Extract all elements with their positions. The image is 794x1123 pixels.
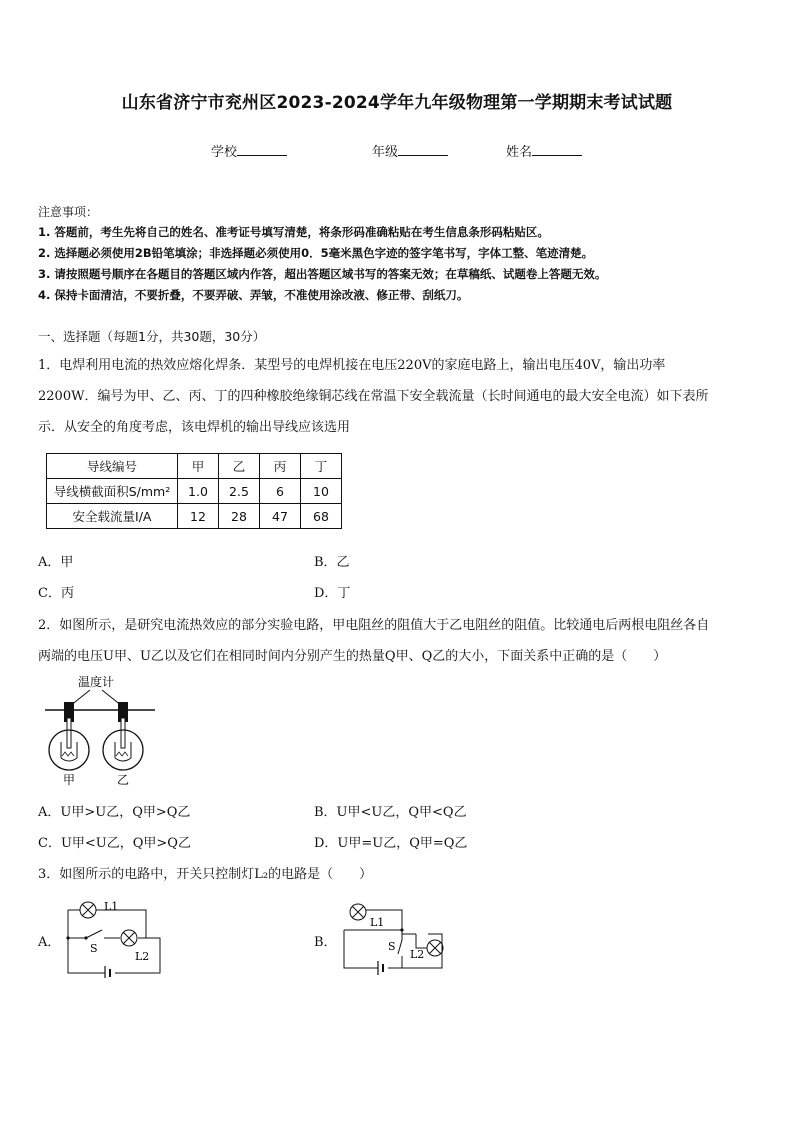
table-cell: 乙 [219,454,260,479]
thermometer-label: 温度计 [78,675,115,689]
notice-item: 3. 请按照题号顺序在各题目的答题区域内作答，超出答题区域书写的答案无效；在草稿纸、试题卷上答题无效。 [38,267,607,281]
name-blank[interactable] [532,143,582,156]
q2-option-b[interactable]: B．U甲<U乙，Q甲<Q乙 [314,805,467,820]
q2-line: 两端的电压U甲、U乙以及它们在相同时间内分别产生的热量Q甲、Q乙的大小，下面关系中正确的是（ ） [38,649,667,664]
q2-option-a[interactable]: A．U甲>U乙，Q甲>Q乙 [38,805,191,820]
q1-line: 示．从安全的角度考虑，该电焊机的输出导线应该选用 [38,420,351,435]
q3-circuit-a [60,898,170,978]
table-cell: 6 [260,479,301,504]
switch-s-label: S [388,940,396,953]
table-cell: 10 [301,479,342,504]
q2-option-c[interactable]: C．U甲<U乙，Q甲>Q乙 [38,836,191,851]
table-row [47,479,342,504]
school-label: 学校 [211,145,238,160]
q2-line: 2．如图所示，是研究电流热效应的部分实验电路，甲电阻丝的阻值大于乙电阻丝的阻值。比较通电后两根电阻丝各自 [38,618,710,633]
grade-field [372,141,448,160]
table-cell: 28 [219,504,260,529]
q2-option-d[interactable]: D．U甲=U乙，Q甲=Q乙 [314,836,468,851]
table-cell: 甲 [178,454,219,479]
table-row [47,504,342,529]
table-cell: 68 [301,504,342,529]
table-row [47,454,342,479]
q3-option-a[interactable]: A． [38,935,61,950]
table-cell: 47 [260,504,301,529]
switch-s-label: S [90,942,98,955]
q1-option-b[interactable]: B．乙 [314,555,350,570]
flask-right [103,702,143,770]
q3-option-b[interactable]: B． [314,935,337,950]
notice-item: 2. 选择题必须使用2B铅笔填涂；非选择题必须使用0．5毫米黑色字迹的签字笔书写，字体工整、笔迹清楚。 [38,246,594,260]
table-cell: 安全载流量I/A [47,504,178,529]
grade-blank[interactable] [398,143,448,156]
page-title: 山东省济宁市兖州区2023-2024学年九年级物理第一学期期末考试试题 [121,93,673,113]
q1-option-d[interactable]: D．丁 [314,586,351,601]
table-cell: 丙 [260,454,301,479]
table-cell: 2.5 [219,479,260,504]
name-field [506,141,582,160]
section-heading: 一、选择题（每题1分，共30题，30分） [38,329,266,344]
q1-line: 2200W．编号为甲、乙、丙、丁的四种橡胶绝缘铜芯线在常温下安全载流量（长时间通电的最大安全电流）如下表所 [38,389,709,404]
flask-left-label: 甲 [63,773,76,787]
q2-figure [40,672,160,788]
lamp-l2-label: L2 [410,948,425,961]
q1-option-c[interactable]: C．丙 [38,586,74,601]
table-cell: 1.0 [178,479,219,504]
q1-option-a[interactable]: A．甲 [38,555,74,570]
notice-item: 4. 保持卡面清洁，不要折叠，不要弄破、弄皱，不准使用涂改液、修正带、刮纸刀。 [38,288,469,302]
name-label: 姓名 [506,145,533,160]
lamp-l1-label: L1 [370,916,385,929]
school-field [211,141,287,160]
grade-label: 年级 [372,145,399,160]
lamp-l2-label: L2 [135,950,150,963]
table-cell: 导线横截面积S/mm² [47,479,178,504]
notice-heading: 注意事项： [38,205,99,219]
table-cell: 导线编号 [47,454,178,479]
wire-table [46,453,342,529]
flask-right-label: 乙 [117,773,130,787]
q3-circuit-b [336,900,448,976]
table-cell: 12 [178,504,219,529]
table-cell: 丁 [301,454,342,479]
q1-line: 1．电焊利用电流的热效应熔化焊条．某型号的电焊机接在电压220V的家庭电路上，输出电压40V，输出功率 [38,358,666,373]
flask-left [49,702,89,770]
q3-line: 3．如图所示的电路中，开关只控制灯L₂的电路是（ ） [38,867,373,882]
lamp-l1-label: L1 [104,900,119,913]
school-blank[interactable] [237,143,287,156]
notice-item: 1. 答题前，考生先将自己的姓名、准考证号填写清楚，将条形码准确粘贴在考生信息条形码粘贴区。 [38,225,549,239]
